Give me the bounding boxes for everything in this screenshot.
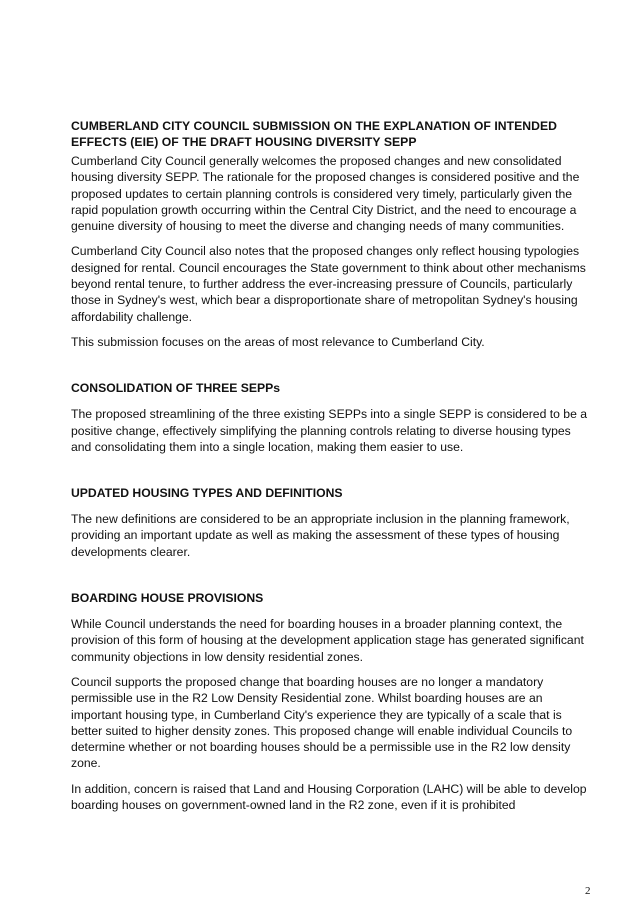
section-paragraph: While Council understands the need for boarding houses in a broader planning context, the provision of this form of housing at the development application stage has generated significant community objections in low density residential zones. [71,617,584,664]
section-paragraph: Council supports the proposed change that boarding houses are no longer a mandatory permissible use in the R2 Low Density Residential zone. Whilst boarding houses are an important housing type, in Cumberland City's experience they are typically of a scale that is better suited to higher density zones. This proposed change will enable individual Councils to determine whether or not boarding houses should be a permissible use in the R2 low density zone. [71,674,573,771]
section-heading-boarding-house: BOARDING HOUSE PROVISIONS [71,591,264,606]
document-body [71,118,593,813]
section-paragraph: The proposed streamlining of the three existing SEPPs into a single SEPP is considered to be a positive change, effectively simplifying the planning controls relating to diverse housing types and consolidating them into a single location, making them easier to use. [71,407,588,454]
section-heading-consolidation: CONSOLIDATION OF THREE SEPPs [71,381,281,396]
section-paragraph: The new definitions are considered to be an appropriate inclusion in the planning framework, providing an important update as well as making the assessment of these types of housing developments clearer. [71,512,570,559]
intro-paragraph-1: Cumberland City Council generally welcomes the proposed changes and new consolidated housing diversity SEPP. The rationale for the proposed changes is considered positive and the proposed updates to certain planning controls is considered very timely, particularly given the rapid population growth occurring within the Central City District, and the need to encourage a genuine diversity of housing to meet the diverse and changing needs of many communities. [71,154,580,234]
intro-paragraph-2: Cumberland City Council also notes that the proposed changes only reflect housing typologies designed for rental. Council encourages the State government to think about other mechanisms beyond rental tenure, to further address the ever-increasing pressure of Councils, particularly those in Sydney's west, which bear a disproportionate share of metropolitan Sydney's housing affordability challenge. [71,244,586,324]
section-paragraph: In addition, concern is raised that Land and Housing Corporation (LAHC) will be able to develop boarding houses on government-owned land in the R2 zone, even if it is prohibited [71,781,587,813]
section-heading-housing-types: UPDATED HOUSING TYPES AND DEFINITIONS [71,486,343,501]
page-title: CUMBERLAND CITY COUNCIL SUBMISSION ON THE EXPLANATION OF INTENDED EFFECTS (EIE) OF THE DRAFT HOUSING DIVERSITY SEPP [71,119,558,149]
intro-paragraph-3: This submission focuses on the areas of most relevance to Cumberland City. [71,334,485,349]
page-number: 2 [585,885,591,897]
